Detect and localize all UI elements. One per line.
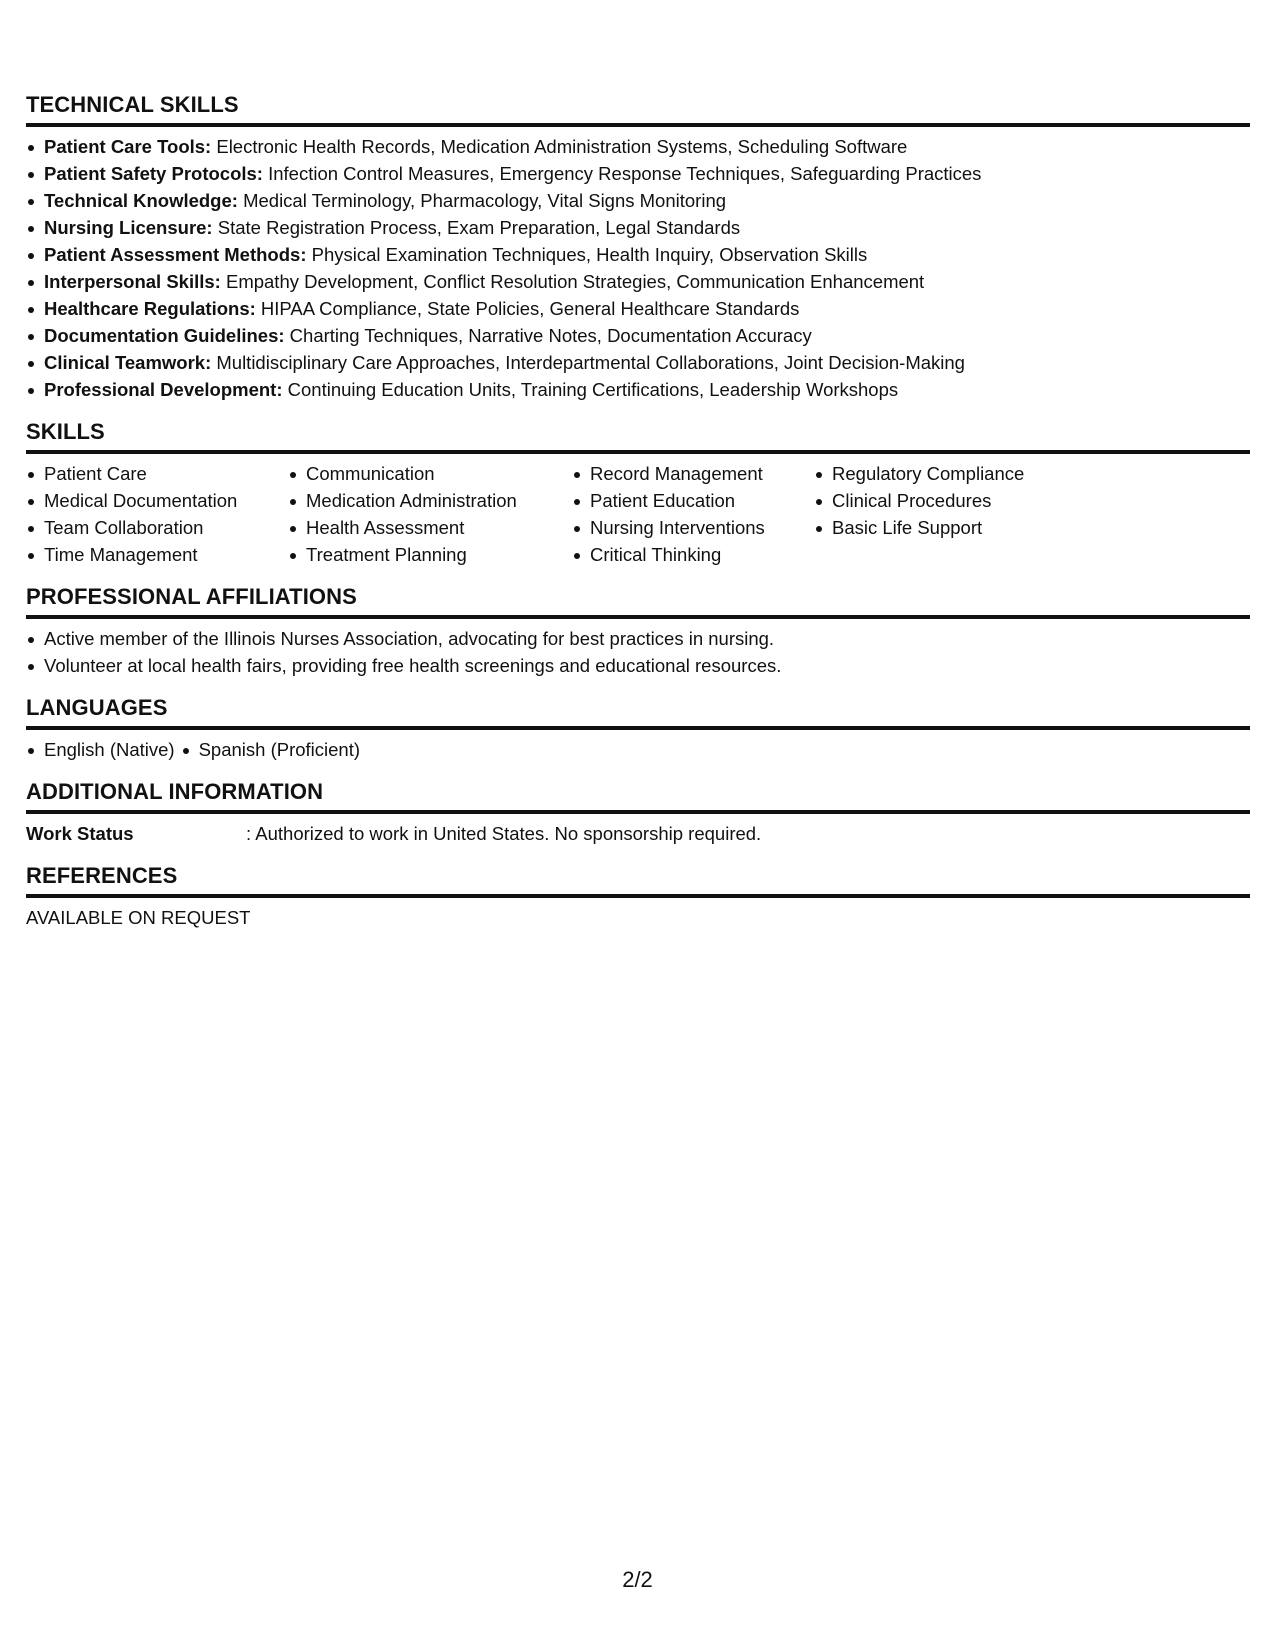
languages-section xyxy=(26,695,1250,763)
technical-skill-text: HIPAA Compliance, State Policies, General Healthcare Standards xyxy=(255,298,800,319)
skill-item: Team Collaboration xyxy=(44,514,288,541)
skill-item: Clinical Procedures xyxy=(832,487,1072,514)
technical-skill-label: Professional Development: xyxy=(44,379,283,400)
resume-page xyxy=(26,92,1250,947)
language-list xyxy=(26,736,175,763)
technical-skill-item xyxy=(44,376,1250,403)
technical-skill-item xyxy=(44,160,1250,187)
affiliations-heading: PROFESSIONAL AFFILIATIONS xyxy=(26,584,1250,619)
technical-skill-label: Technical Knowledge: xyxy=(44,190,238,211)
languages-heading: LANGUAGES xyxy=(26,695,1250,730)
affiliation-item: Volunteer at local health fairs, providing free health screenings and educational resources. xyxy=(44,652,1250,679)
additional-info-section xyxy=(26,779,1250,847)
technical-skill-label: Healthcare Regulations: xyxy=(44,298,256,319)
skills-section xyxy=(26,419,1250,568)
technical-skill-item xyxy=(44,268,1250,295)
work-status-row xyxy=(26,820,1250,847)
technical-skill-item xyxy=(44,349,1250,376)
technical-skill-text: Continuing Education Units, Training Certifications, Leadership Workshops xyxy=(282,379,899,400)
skill-item: Nursing Interventions xyxy=(590,514,814,541)
language-list xyxy=(181,736,360,763)
technical-skill-text: Charting Techniques, Narrative Notes, Documentation Accuracy xyxy=(284,325,812,346)
language-item: English (Native) xyxy=(44,736,175,763)
skill-item: Record Management xyxy=(590,460,814,487)
skill-item: Critical Thinking xyxy=(590,541,814,568)
technical-skill-item xyxy=(44,214,1250,241)
technical-skill-item xyxy=(44,241,1250,268)
skills-column xyxy=(26,460,288,568)
affiliations-list xyxy=(26,625,1250,679)
skill-item: Basic Life Support xyxy=(832,514,1072,541)
skill-item: Patient Education xyxy=(590,487,814,514)
technical-skill-label: Nursing Licensure: xyxy=(44,217,213,238)
skill-item: Health Assessment xyxy=(306,514,572,541)
technical-skill-text: Infection Control Measures, Emergency Response Techniques, Safeguarding Practices xyxy=(262,163,982,184)
technical-skill-text: Empathy Development, Conflict Resolution Strategies, Communication Enhancement xyxy=(220,271,925,292)
technical-skills-heading: TECHNICAL SKILLS xyxy=(26,92,1250,127)
skill-item: Communication xyxy=(306,460,572,487)
skill-item: Patient Care xyxy=(44,460,288,487)
technical-skill-item xyxy=(44,133,1250,160)
page-number: 2/2 xyxy=(622,1567,653,1592)
technical-skill-label: Clinical Teamwork: xyxy=(44,352,212,373)
references-section xyxy=(26,863,1250,931)
technical-skill-text: Electronic Health Records, Medication Administration Systems, Scheduling Software xyxy=(211,136,908,157)
language-item: Spanish (Proficient) xyxy=(199,736,360,763)
skill-item: Regulatory Compliance xyxy=(832,460,1072,487)
technical-skills-list xyxy=(26,133,1250,403)
technical-skill-label: Patient Safety Protocols: xyxy=(44,163,263,184)
technical-skill-item xyxy=(44,187,1250,214)
technical-skills-section xyxy=(26,92,1250,403)
skill-item: Medication Administration xyxy=(306,487,572,514)
affiliations-section xyxy=(26,584,1250,679)
technical-skill-label: Patient Care Tools: xyxy=(44,136,212,157)
technical-skill-item xyxy=(44,295,1250,322)
work-status-label: Work Status xyxy=(26,823,134,844)
skill-item: Treatment Planning xyxy=(306,541,572,568)
references-text: AVAILABLE ON REQUEST xyxy=(26,907,251,928)
references-heading: REFERENCES xyxy=(26,863,1250,898)
technical-skill-text: State Registration Process, Exam Preparation, Legal Standards xyxy=(212,217,741,238)
technical-skill-label: Documentation Guidelines: xyxy=(44,325,285,346)
technical-skill-label: Interpersonal Skills: xyxy=(44,271,221,292)
skills-grid xyxy=(26,460,1250,568)
skills-column xyxy=(572,460,814,568)
technical-skill-text: Physical Examination Techniques, Health Inquiry, Observation Skills xyxy=(306,244,868,265)
skills-column xyxy=(814,460,1072,568)
technical-skill-item xyxy=(44,322,1250,349)
additional-info-heading: ADDITIONAL INFORMATION xyxy=(26,779,1250,814)
technical-skill-text: Medical Terminology, Pharmacology, Vital Signs Monitoring xyxy=(237,190,727,211)
work-status-value: : Authorized to work in United States. No sponsorship required. xyxy=(246,823,762,844)
skill-item: Medical Documentation xyxy=(44,487,288,514)
skills-heading: SKILLS xyxy=(26,419,1250,454)
skills-column xyxy=(288,460,572,568)
skill-item: Time Management xyxy=(44,541,288,568)
technical-skill-text: Multidisciplinary Care Approaches, Interdepartmental Collaborations, Joint Decision-Making xyxy=(211,352,965,373)
affiliation-item: Active member of the Illinois Nurses Association, advocating for best practices in nursing. xyxy=(44,625,1250,652)
languages-row xyxy=(26,736,1250,763)
technical-skill-label: Patient Assessment Methods: xyxy=(44,244,307,265)
